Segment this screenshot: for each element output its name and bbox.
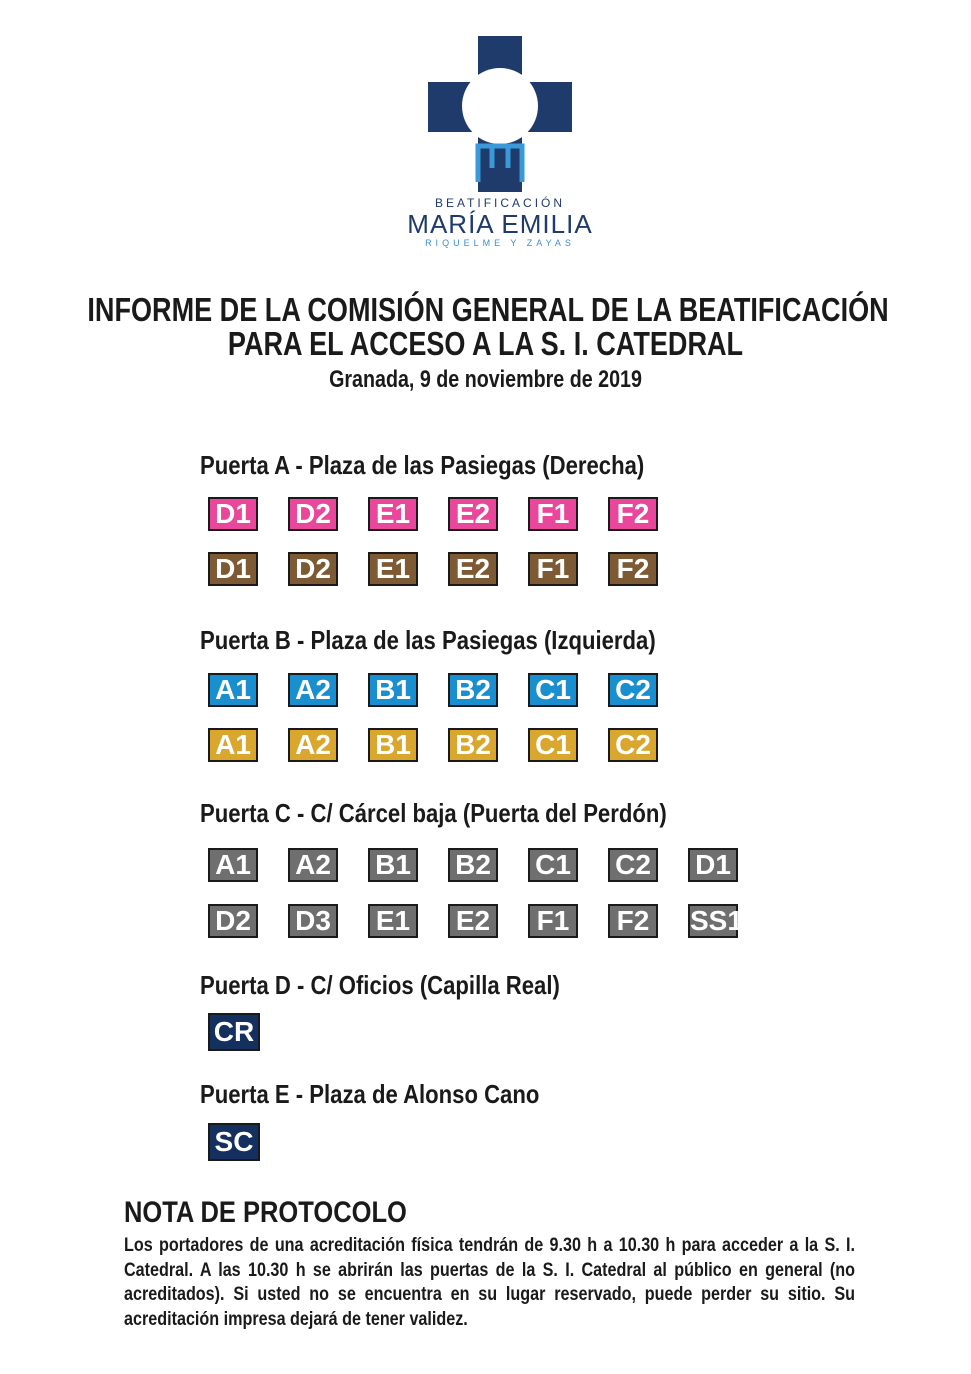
protocol-note-text: Los portadores de una acreditación física tendrán de 9.30 h a 10.30 h para acceder a la S. I. Catedral. A las 10.30 h se abrirán las puertas de la S. I. Catedral al público en general (no acreditados). Si usted no se encuentra en su lugar reservado, puede perder su sitio. Su acreditación impresa dejará de tener validez. (124, 1235, 855, 1330)
sector-badge: B1 (368, 728, 418, 762)
sector-badge: B2 (448, 673, 498, 707)
sector-badge: D1 (208, 497, 258, 531)
sector-badge: A1 (208, 728, 258, 762)
gate-d-row (208, 1013, 290, 1051)
sector-badge: D2 (288, 552, 338, 586)
gate-a-title: Puerta A - Plaza de las Pasiegas (Derecha) (200, 450, 645, 480)
gate-c-row-1 (208, 848, 768, 882)
logo-subtitle-top: BEATIFICACIÓN (434, 196, 566, 210)
gate-c-row-2 (208, 904, 768, 938)
sector-badge: SC (208, 1123, 260, 1161)
gate-e-title: Puerta E - Plaza de Alonso Cano (200, 1079, 540, 1109)
sector-badge: E2 (448, 552, 498, 586)
sector-badge: SS1 (690, 905, 743, 936)
sector-badge: F1 (528, 497, 578, 531)
report-title-line-1: INFORME DE LA COMISIÓN GENERAL DE LA BEATIFICACIÓN (87, 291, 889, 328)
sector-badge: E1 (368, 497, 418, 531)
logo-name: MARÍA EMILIA (407, 209, 593, 239)
sector-badge: A1 (208, 848, 258, 882)
sector-badge: CR (208, 1013, 260, 1051)
cross-center-circle (462, 68, 538, 144)
sector-badge: D2 (208, 904, 258, 938)
logo-text (380, 196, 620, 249)
sector-badge: C1 (528, 848, 578, 882)
logo-subtitle-bottom: RIQUELME Y ZAYAS (425, 238, 575, 248)
report-title-line-2: PARA EL ACCESO A LA S. I. CATEDRAL (227, 325, 744, 362)
gate-a-row-2 (208, 552, 688, 586)
sector-badge: D1 (208, 552, 258, 586)
protocol-note-title: NOTA DE PROTOCOLO (124, 1196, 407, 1229)
sector-badge: F2 (608, 497, 658, 531)
gate-b-row-1 (208, 673, 688, 707)
gate-b-title: Puerta B - Plaza de las Pasiegas (Izquierda) (200, 625, 656, 655)
sector-badge: C2 (608, 848, 658, 882)
gate-c-title: Puerta C - C/ Cárcel baja (Puerta del Perdón) (200, 798, 667, 828)
sector-badge: E2 (448, 904, 498, 938)
report-date: Granada, 9 de noviembre de 2019 (329, 366, 642, 393)
sector-badge: F2 (608, 904, 658, 938)
sector-badge: E2 (448, 497, 498, 531)
sector-badge: B2 (448, 848, 498, 882)
sector-badge: C2 (608, 673, 658, 707)
gate-d-title: Puerta D - C/ Oficios (Capilla Real) (200, 970, 560, 1000)
sector-badge: C1 (528, 728, 578, 762)
sector-badge: D3 (288, 904, 338, 938)
gate-e-row (208, 1123, 290, 1161)
sector-badge: B1 (368, 673, 418, 707)
sector-badge: E1 (368, 904, 418, 938)
sector-badge: C2 (608, 728, 658, 762)
sector-badge: B1 (368, 848, 418, 882)
sector-badge: F1 (528, 552, 578, 586)
sector-badge: A2 (288, 848, 338, 882)
sector-badge: D1 (688, 848, 738, 882)
sector-badge: E1 (368, 552, 418, 586)
sector-badge: D2 (288, 497, 338, 531)
sector-badge: A1 (208, 673, 258, 707)
gate-b-row-2 (208, 728, 688, 762)
sector-badge: A2 (288, 673, 338, 707)
sector-badge: C1 (528, 673, 578, 707)
gate-a-row-1 (208, 497, 688, 531)
sector-badge: B2 (448, 728, 498, 762)
sector-badge: F1 (528, 904, 578, 938)
sector-badge: A2 (288, 728, 338, 762)
sector-badge: F2 (608, 552, 658, 586)
